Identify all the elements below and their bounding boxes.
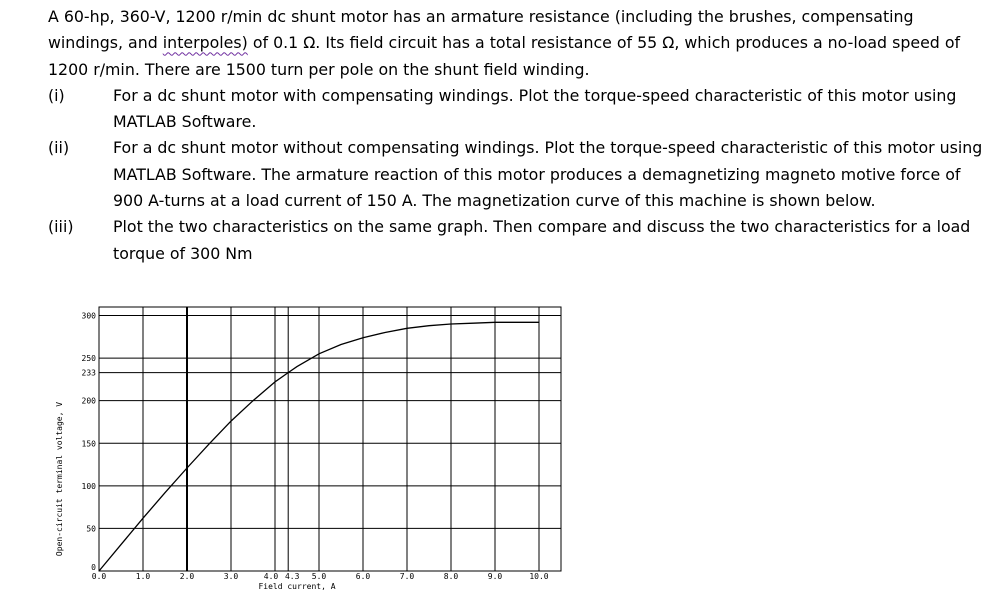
question-text: Plot the two characteristics on the same graph. Then compare and discuss the two characteristics for a load torque of 300 Nm xyxy=(113,217,971,263)
magnetization-curve-chart xyxy=(0,300,600,600)
question-text: For a dc shunt motor without compensating windings. Plot the torque-speed characteristic of this motor using MATLAB Software. The armature reaction of this motor produces a demagnetizing magneto motive force of 900 A-turns at a load current of 150 A. The magnetization curve of this machine is shown below. xyxy=(113,138,983,211)
x-tick-label: 9.0 xyxy=(487,572,503,581)
chart-tick-labels xyxy=(82,312,549,581)
y-tick-label: 0 xyxy=(91,563,96,572)
y-tick-label: 250 xyxy=(81,354,96,364)
spellcheck-flagged-word: interpoles) xyxy=(162,33,248,53)
x-tick-label: 6.0 xyxy=(355,572,371,581)
question-number: (ii) xyxy=(48,138,70,158)
y-tick-label: 233 xyxy=(81,368,96,378)
question-text: For a dc shunt motor with compensating windings. Plot the torque-speed characteristic of this motor using MATLAB Software. xyxy=(113,85,957,132)
intro-text-end: of 0.1 Ω. Its field circuit has a total resistance of 55 Ω, which produces a no-load speed of 1200 r/min. There are 1500 turn per pole on the shunt field winding. xyxy=(48,33,961,79)
x-axis-label: Field current, A xyxy=(258,582,336,591)
y-axis-label: Open-circuit terminal voltage, V xyxy=(55,401,64,557)
x-tick-label: 2.0 xyxy=(179,572,195,581)
question-number: (iii) xyxy=(48,217,74,237)
chart-grid xyxy=(99,307,561,571)
x-tick-label: 7.0 xyxy=(399,572,415,581)
x-tick-label: 10.0 xyxy=(529,572,549,581)
question-number: (i) xyxy=(48,85,65,105)
problem-statement xyxy=(48,4,988,267)
x-tick-label: 3.0 xyxy=(223,572,239,581)
x-tick-label: 4.0 xyxy=(263,572,279,581)
y-tick-label: 150 xyxy=(81,439,96,449)
x-tick-label: 1.0 xyxy=(135,572,151,581)
x-tick-label: 0.0 xyxy=(91,572,107,581)
y-tick-label: 50 xyxy=(86,524,96,534)
question-item-i xyxy=(48,83,988,136)
x-tick-label: 4.3 xyxy=(284,572,300,581)
question-item-iii xyxy=(48,214,988,267)
y-tick-label: 100 xyxy=(81,481,96,491)
intro-text-start: A 60-hp, 360-V, 1200 r/min dc shunt motor has an armature resistance (including the brushes, compensating windings, and xyxy=(48,7,914,53)
plot-frame xyxy=(99,307,561,571)
question-item-ii xyxy=(48,135,988,214)
x-tick-label: 5.0 xyxy=(311,572,327,581)
problem-intro xyxy=(48,4,988,83)
x-tick-label: 8.0 xyxy=(443,572,459,581)
y-tick-label: 300 xyxy=(81,311,96,321)
y-tick-label: 200 xyxy=(81,396,96,406)
